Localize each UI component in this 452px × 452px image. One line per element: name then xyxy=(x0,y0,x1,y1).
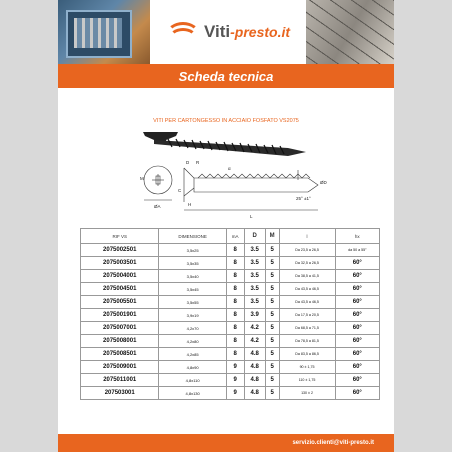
spec-table-body xyxy=(81,244,380,400)
cell-rif: 2075005501 xyxy=(81,296,159,309)
cell-d: 4.2 xyxy=(244,335,265,348)
label-h: H xyxy=(188,202,192,207)
cell-d: 4.8 xyxy=(244,348,265,361)
cell-ma: 9 xyxy=(226,361,244,374)
cell-ma: 8 xyxy=(226,348,244,361)
cell-m: 5 xyxy=(265,387,279,400)
header-ma: mA xyxy=(226,229,244,244)
label-alpha: α xyxy=(228,166,231,171)
cell-l: Da 83,5 a 86,5 xyxy=(279,348,335,361)
cell-l: Da 17,5 a 20,5 xyxy=(279,309,335,322)
label-l: L xyxy=(250,214,253,219)
header-hx: hx xyxy=(335,229,379,244)
cell-hx: 60° xyxy=(335,296,379,309)
cell-hx: 60° xyxy=(335,309,379,322)
cell-l: 110 ± 1,75 xyxy=(279,374,335,387)
cell-l: Da 68,5 a 71,5 xyxy=(279,322,335,335)
cell-dimensione: 3,5x40 xyxy=(159,270,226,283)
cell-l: 90 ± 1,75 xyxy=(279,361,335,374)
screw-profile-outline xyxy=(184,168,318,210)
cell-ma: 8 xyxy=(226,296,244,309)
table-row xyxy=(81,309,380,322)
cell-dimensione: 3,9x19 xyxy=(159,309,226,322)
cell-hx: 60° xyxy=(335,361,379,374)
cell-dimensione: 3,5x35 xyxy=(159,257,226,270)
cell-d: 4.2 xyxy=(244,322,265,335)
cell-dimensione: 3,5x45 xyxy=(159,283,226,296)
cell-l: Da 23,5 a 26,5 xyxy=(279,244,335,257)
cell-m: 5 xyxy=(265,361,279,374)
label-oa: ØA xyxy=(154,204,161,209)
cell-dimensione: 4,8x130 xyxy=(159,387,226,400)
table-row xyxy=(81,257,380,270)
cell-hx: 60° xyxy=(335,348,379,361)
cell-l: Da 43,5 a 46,5 xyxy=(279,296,335,309)
footer-bar xyxy=(58,434,394,452)
cell-ma: 8 xyxy=(226,322,244,335)
cell-rif: 2075003501 xyxy=(81,257,159,270)
brand-logo[interactable] xyxy=(150,0,306,64)
cell-d: 3.5 xyxy=(244,283,265,296)
cell-m: 5 xyxy=(265,244,279,257)
cell-rif: 2075008001 xyxy=(81,335,159,348)
table-row xyxy=(81,387,380,400)
cell-hx: 60° xyxy=(335,374,379,387)
label-r: R xyxy=(196,160,200,165)
cell-m: 5 xyxy=(265,309,279,322)
cell-rif: 207503001 xyxy=(81,387,159,400)
cell-l: Da 32,5 a 26,5 xyxy=(279,257,335,270)
cell-d: 4.8 xyxy=(244,387,265,400)
cell-dimensione: 3,5x25 xyxy=(159,244,226,257)
label-m: M xyxy=(140,176,144,181)
cell-m: 5 xyxy=(265,283,279,296)
table-row xyxy=(81,348,380,361)
screw-side-view xyxy=(143,132,306,156)
brand-name: Viti xyxy=(203,22,231,41)
cell-hx: 60° xyxy=(335,270,379,283)
label-od: ØD xyxy=(320,180,327,185)
label-c: C xyxy=(178,188,182,193)
cell-m: 5 xyxy=(265,270,279,283)
cell-rif: 2075011001 xyxy=(81,374,159,387)
cell-m: 5 xyxy=(265,348,279,361)
page-title: Scheda tecnica xyxy=(178,68,274,84)
cell-m: 5 xyxy=(265,296,279,309)
table-row xyxy=(81,322,380,335)
table-row xyxy=(81,361,380,374)
document-page xyxy=(58,0,394,452)
header-dimensione: DIMENSIONE xyxy=(159,229,226,244)
cell-d: 3.9 xyxy=(244,309,265,322)
cell-dimensione: 4,8x90 xyxy=(159,361,226,374)
header-d: D xyxy=(244,229,265,244)
cell-m: 5 xyxy=(265,322,279,335)
cell-ma: 8 xyxy=(226,270,244,283)
table-row xyxy=(81,296,380,309)
cell-ma: 8 xyxy=(226,257,244,270)
cell-hx: 60° xyxy=(335,335,379,348)
cell-hx: da 50 a 55° xyxy=(335,244,379,257)
cell-l: Da 38,5 a 41,5 xyxy=(279,270,335,283)
title-bar xyxy=(58,64,394,88)
cell-dimensione: 4,8x110 xyxy=(159,374,226,387)
cell-rif: 2075004501 xyxy=(81,283,159,296)
screw-technical-drawing xyxy=(138,130,338,225)
cell-d: 4.8 xyxy=(244,374,265,387)
footer-email[interactable]: servizio.clienti@viti-presto.it xyxy=(292,440,374,446)
toolbox-photo xyxy=(58,0,150,64)
logo-arc-icon xyxy=(166,20,200,44)
cell-m: 5 xyxy=(265,335,279,348)
cell-hx: 60° xyxy=(335,387,379,400)
cell-hx: 60° xyxy=(335,322,379,335)
cell-d: 3.5 xyxy=(244,257,265,270)
header-m: M xyxy=(265,229,279,244)
header-l: l xyxy=(279,229,335,244)
cell-ma: 9 xyxy=(226,374,244,387)
cell-l: Da 43,5 a 46,5 xyxy=(279,283,335,296)
cell-dimensione: 3,5x55 xyxy=(159,296,226,309)
cell-dimensione: 4,2x70 xyxy=(159,322,226,335)
cell-hx: 60° xyxy=(335,257,379,270)
cell-rif: 2075004001 xyxy=(81,270,159,283)
table-row xyxy=(81,374,380,387)
cell-l: 130 ± 2 xyxy=(279,387,335,400)
spec-table xyxy=(80,228,380,400)
spec-table-header-row xyxy=(81,229,380,244)
cell-m: 5 xyxy=(265,374,279,387)
cell-ma: 9 xyxy=(226,387,244,400)
table-row xyxy=(81,283,380,296)
table-row xyxy=(81,335,380,348)
cell-ma: 8 xyxy=(226,244,244,257)
screws-photo xyxy=(306,0,394,64)
product-subtitle: VITI PER CARTONGESSO IN ACCIAIO FOSFATO VS2075 xyxy=(153,118,299,124)
cell-rif: 2075008501 xyxy=(81,348,159,361)
screw-head-front-view xyxy=(144,166,172,200)
label-angle: 25° ±1° xyxy=(296,196,311,201)
brand-suffix: -presto.it xyxy=(230,24,291,40)
cell-m: 5 xyxy=(265,257,279,270)
table-row xyxy=(81,244,380,257)
cell-d: 4.8 xyxy=(244,361,265,374)
header-rif: RIF VS xyxy=(81,229,159,244)
cell-dimensione: 4,2x80 xyxy=(159,335,226,348)
cell-rif: 2075001901 xyxy=(81,309,159,322)
cell-ma: 8 xyxy=(226,283,244,296)
label-d: D xyxy=(186,160,190,165)
cell-d: 3.5 xyxy=(244,244,265,257)
cell-d: 3.5 xyxy=(244,270,265,283)
cell-d: 3.5 xyxy=(244,296,265,309)
cell-rif: 2075002501 xyxy=(81,244,159,257)
cell-rif: 2075009001 xyxy=(81,361,159,374)
cell-hx: 60° xyxy=(335,283,379,296)
table-row xyxy=(81,270,380,283)
cell-dimensione: 4,2x85 xyxy=(159,348,226,361)
cell-l: Da 78,5 a 81,5 xyxy=(279,335,335,348)
cell-ma: 8 xyxy=(226,335,244,348)
cell-ma: 8 xyxy=(226,309,244,322)
cell-rif: 2075007001 xyxy=(81,322,159,335)
